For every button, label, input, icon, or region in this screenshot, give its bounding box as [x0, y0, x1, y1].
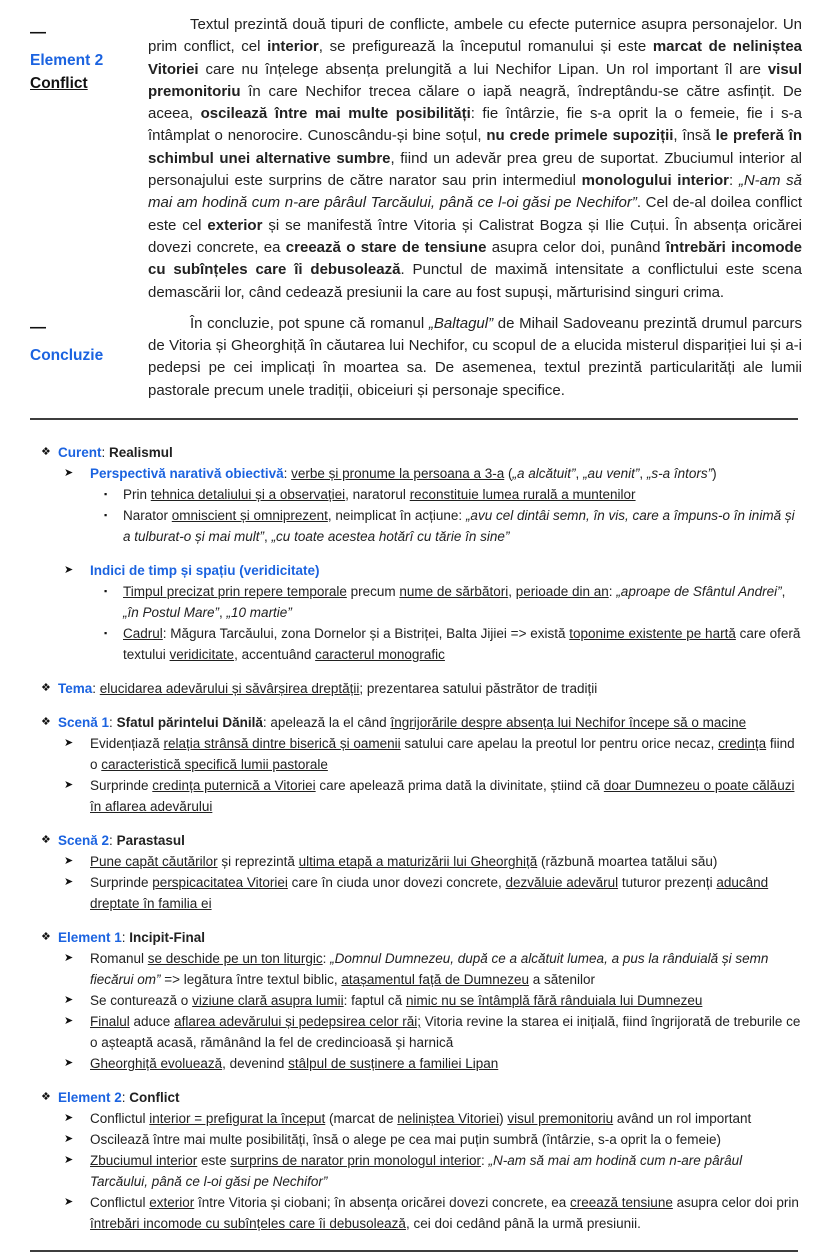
margin-label-element-2: Element 2 [30, 52, 104, 69]
arrow-bullet-icon: ➤ [64, 564, 74, 577]
note-text [90, 560, 802, 581]
text-segment: Pune capăt căutărilor [90, 854, 218, 870]
text-segment: „N-am să mai am hodină cum n-are pârâul Tarcăului, până ce l-oi găsi pe Nechifor” [90, 1153, 743, 1190]
text-segment: , [508, 584, 516, 600]
text-segment: : [101, 445, 110, 461]
text-segment: reconstituie lumea rurală a muntenilor [409, 487, 636, 503]
text-segment: toponime existente pe hartă [569, 626, 736, 642]
diamond-bullet-icon: ❖ [41, 834, 51, 847]
note-text [90, 1053, 802, 1074]
square-bullet-icon: ▪ [104, 586, 108, 597]
note-text [90, 851, 802, 872]
note-item [0, 581, 802, 623]
text-segment: Scenă 2 [58, 833, 110, 849]
note-item [0, 1108, 802, 1129]
arrow-bullet-icon: ➤ [64, 952, 74, 965]
essay-body-column [148, 14, 802, 304]
text-segment: Tema [58, 681, 93, 697]
text-segment: ( [504, 466, 513, 482]
text-segment: „a alcătuit” [512, 466, 576, 482]
text-segment: caracterul monografic [315, 647, 445, 663]
arrow-bullet-icon: ➤ [64, 855, 74, 868]
note-text [58, 442, 802, 463]
text-segment: satului care apelau la preotul lor pentru orice necaz, [400, 736, 719, 752]
arrow-bullet-icon: ➤ [64, 467, 74, 480]
arrow-bullet-icon: ➤ [64, 994, 74, 1007]
margin-dash-icon: — [30, 318, 46, 336]
text-segment: : [480, 1153, 489, 1169]
text-segment: „au venit” [583, 466, 640, 482]
note-text [58, 678, 802, 699]
text-segment: Element 2 [58, 1090, 122, 1106]
note-text [90, 1129, 802, 1150]
note-text [90, 733, 802, 775]
text-segment: caracteristică specifică lumii pastorale [101, 757, 328, 773]
text-segment: „N-am să mai am hodină cum n-are pârâul Tarcăului, până ce l-oi găsi pe Nechifor” [148, 172, 802, 212]
note-item [0, 505, 802, 547]
text-segment: monologului interior [581, 172, 729, 190]
text-segment: care nu înțelege absența prelungită a lui Nechifor Lipan. Un rol important îl are [198, 60, 768, 78]
note-text [90, 1108, 802, 1129]
note-item [0, 1129, 802, 1150]
note-item [0, 678, 802, 699]
text-segment: oscilează între mai multe posibilități [200, 105, 471, 123]
square-bullet-icon: ▪ [104, 510, 108, 521]
arrow-bullet-icon: ➤ [64, 737, 74, 750]
text-segment: , [781, 584, 786, 600]
note-text [90, 1011, 802, 1053]
text-segment: Narator [123, 508, 172, 524]
text-segment: : faptul că [343, 993, 406, 1009]
arrow-bullet-icon: ➤ [64, 1015, 74, 1028]
essay-section-concluzie [0, 313, 828, 402]
text-segment: în care Nechifor trecea călare o iapă neagră, îndreptându-se către asfințit. De aceea, [148, 82, 802, 123]
margin-label-conflict: Conflict [30, 75, 88, 92]
text-segment: , neimplicat în acțiune: [327, 508, 466, 524]
note-item [0, 484, 802, 505]
margin-note-concluzie [30, 313, 148, 402]
text-segment: : fie întârzie, fie s-a oprit la o femeie, fie i s-a întâmplat o nenorocire. Cunoscându-și bine soțul, [148, 105, 802, 145]
diamond-bullet-icon: ❖ [41, 446, 51, 459]
note-item [0, 1087, 802, 1108]
text-segment: „Baltagul” [428, 314, 494, 332]
text-segment: , cei doi cedând până la urmă presiunii. [405, 1216, 641, 1232]
text-segment: care în ciuda unor dovezi concrete, [287, 875, 506, 891]
text-segment: Realismul [109, 445, 173, 461]
text-segment: „cu toate acestea hotărî cu tărie în sine” [271, 529, 510, 545]
text-segment: Surprinde [90, 875, 153, 891]
text-segment: Sfatul părintelui Dănilă [116, 715, 263, 731]
text-segment: verbe și pronume la persoana a 3-a [291, 466, 505, 482]
text-segment: : [109, 715, 117, 731]
arrow-bullet-icon: ➤ [64, 779, 74, 792]
text-segment: credința [718, 736, 767, 752]
note-item [0, 775, 802, 817]
essay-paragraph-concluzie [148, 313, 802, 402]
text-segment: creează o stare de tensiune [285, 238, 487, 256]
text-segment: exterior [207, 216, 263, 234]
text-segment: visul premonitoriu [507, 1111, 614, 1127]
text-segment: stâlpul de susținere a familiei Lipan [288, 1056, 499, 1072]
text-segment: le preferă în schimbul unei alternative sumbre [148, 127, 802, 167]
text-segment: tehnica detaliului și a observației [150, 487, 346, 503]
text-segment: având un rol important [613, 1111, 752, 1127]
text-segment: Scenă 1 [58, 715, 110, 731]
arrow-bullet-icon: ➤ [64, 1154, 74, 1167]
note-text [90, 1150, 802, 1192]
text-segment: Prin [123, 487, 151, 503]
text-segment: Element 1 [58, 930, 122, 946]
note-text [90, 990, 802, 1011]
text-segment: asupra celor doi, punând [486, 238, 666, 256]
text-segment: precum [346, 584, 400, 600]
text-segment: => legătura între textul biblic, [160, 972, 342, 988]
text-segment: : [121, 930, 130, 946]
text-segment: ) [712, 466, 717, 482]
note-text [58, 712, 802, 733]
note-item [0, 712, 802, 733]
note-item [0, 442, 802, 463]
text-segment: , [639, 466, 647, 482]
arrow-bullet-icon: ➤ [64, 1112, 74, 1125]
text-segment: perspicacitatea Vitoriei [152, 875, 288, 891]
text-segment: : [283, 466, 292, 482]
text-segment: surprins de narator prin monologul interior [230, 1153, 481, 1169]
note-text [90, 948, 802, 990]
note-text [90, 463, 802, 484]
note-item [0, 1011, 802, 1053]
note-item [0, 1150, 802, 1192]
text-segment: Incipit-Final [129, 930, 206, 946]
text-segment: Timpul precizat prin repere temporale [123, 584, 347, 600]
text-segment: Romanul [90, 951, 148, 967]
text-segment: aducând dreptate în familia ei [90, 875, 769, 912]
text-segment: întrebări incomode cu subînțeles care îi debusolează [148, 238, 802, 279]
text-segment: între Vitoria și ciobani; în absența oricărei dovezi concrete, ea [194, 1195, 571, 1211]
arrow-bullet-icon: ➤ [64, 1133, 74, 1146]
text-segment: a sătenilor [529, 972, 596, 988]
text-segment: și reprezintă [217, 854, 299, 870]
text-segment: nimic nu se întâmplă fără rânduiala lui Dumnezeu [405, 993, 703, 1009]
text-segment: de Mihail Sadoveanu prezintă drumul parcurs de Vitoria și Gheorghiță în căutarea lui Nechifor, cu scopul de a elucida misterul dispariției lui și a-i pedepsi pe cei implicați în moartea sa. De asemenea, textul prezintă particularități ale lumii pastorale precum unele tradiții, obiceiuri și personaje specifice. [148, 314, 802, 399]
text-segment: : [728, 172, 739, 190]
text-segment: neliniștea Vitoriei [397, 1111, 500, 1127]
note-item [0, 560, 802, 581]
text-segment: marcat de neliniștea Vitoriei [148, 38, 803, 78]
text-segment: : apelează la el când [262, 715, 391, 731]
note-item [0, 463, 802, 484]
note-text [58, 1087, 802, 1108]
note-text [90, 1192, 802, 1234]
text-segment: veridicitate [169, 647, 235, 663]
text-segment: „avu cel dintâi semn, în vis, care a împuns-o în inimă și a tulburat-o și mai mult” [123, 508, 795, 545]
text-segment: asupra celor doi prin [672, 1195, 799, 1211]
text-segment: . Punctul de maximă intensitate a conflictului este scena demascării lor, când cedează presiunii la care au fost supuși, mărturisind singuri crima. [148, 261, 802, 301]
text-segment: care oferă textului [123, 626, 801, 663]
text-segment: creează tensiune [570, 1195, 673, 1211]
note-item [0, 851, 802, 872]
text-segment: Surprinde [90, 778, 153, 794]
text-segment: Conflictul [90, 1111, 150, 1127]
note-item [0, 872, 802, 914]
note-text [58, 830, 802, 851]
note-text [123, 581, 802, 623]
essay-section-element2 [0, 0, 828, 304]
note-item [0, 733, 802, 775]
text-segment: , se prefigurează la începutul romanului și este [318, 38, 653, 56]
text-segment: ultima etapă a maturizării lui Gheorghiță [298, 854, 538, 870]
text-segment: omniscient și omniprezent [171, 508, 328, 524]
essay-body-column [148, 313, 802, 402]
margin-dash-icon: — [30, 24, 46, 41]
text-segment: „10 martie” [226, 605, 292, 621]
note-text [58, 927, 802, 948]
diamond-bullet-icon: ❖ [41, 931, 51, 944]
text-segment: perioade din an [515, 584, 609, 600]
text-segment: elucidarea adevărului și săvârșirea dreptății [99, 681, 360, 697]
text-segment: ; prezentarea satului păstrător de tradiții [359, 681, 598, 697]
text-segment: Vitoria revine la starea ei inițială, fiind îngrijorată de treburile ce o așteaptă acasă, rămânând la fel de credincioasă și harnică [90, 1014, 801, 1051]
text-segment: (marcat de [325, 1111, 398, 1127]
text-segment: : Măgura Tarcăului, zona Dornelor și a Bistriței, Balta Jijiei => există [162, 626, 570, 642]
note-item [0, 990, 802, 1011]
text-segment: Oscilează între mai multe posibilități, însă o alege pe cea mai puțin sumbră (întârzie, s-a oprit la o femeie) [90, 1132, 722, 1148]
note-text [123, 623, 802, 665]
text-segment: , [264, 529, 272, 545]
text-segment: care apelează prima dată la divinitate, știind că [315, 778, 604, 794]
text-segment: , fiind un adevăr prea greu de suportat. Zbuciumul interior al personajului este surprins de către narator sau prin intermediul [148, 149, 802, 190]
note-item [0, 948, 802, 990]
text-segment: Indici de timp și spațiu (veridicitate) [90, 563, 320, 579]
diamond-bullet-icon: ❖ [41, 1091, 51, 1104]
text-segment: exterior [149, 1195, 195, 1211]
text-segment: : [322, 951, 331, 967]
notes-list [0, 442, 828, 1234]
text-segment: : [92, 681, 100, 697]
note-text [123, 484, 802, 505]
text-segment: Gheorghiță evoluează [90, 1056, 223, 1072]
text-segment: Zbuciumul interior [90, 1153, 198, 1169]
diamond-bullet-icon: ❖ [41, 716, 51, 729]
text-segment: atașamentul față de Dumnezeu [341, 972, 530, 988]
note-item [0, 927, 802, 948]
text-segment: : [608, 584, 617, 600]
square-bullet-icon: ▪ [104, 489, 108, 500]
text-segment: interior [267, 38, 319, 56]
text-segment: relația strânsă dintre biserică și oamenii [163, 736, 401, 752]
text-segment: „în Postul Mare” [123, 605, 220, 621]
text-segment: fiind o [90, 736, 795, 773]
text-segment: aflarea adevărului și pedepsirea celor răi; [174, 1014, 421, 1030]
text-segment: ) [499, 1111, 508, 1127]
text-segment: întrebări incomode cu subînțeles care îi debusolează [90, 1216, 406, 1232]
text-segment: , devenind [222, 1056, 289, 1072]
arrow-bullet-icon: ➤ [64, 1057, 74, 1070]
text-segment: nume de sărbători [399, 584, 509, 600]
arrow-bullet-icon: ➤ [64, 876, 74, 889]
text-segment: „s-a întors” [646, 466, 713, 482]
text-segment: doar Dumnezeu o poate călăuzi în aflarea adevărului [90, 778, 795, 815]
text-segment: , accentuând [234, 647, 316, 663]
text-segment: , [575, 466, 584, 482]
text-segment: credința puternică a Vitoriei [152, 778, 316, 794]
text-segment: se deschide pe un ton liturgic [147, 951, 323, 967]
text-segment: aduce [129, 1014, 175, 1030]
note-item [0, 623, 802, 665]
text-segment: Parastasul [116, 833, 185, 849]
arrow-bullet-icon: ➤ [64, 1196, 74, 1209]
text-segment: , [219, 605, 227, 621]
note-item [0, 830, 802, 851]
note-text [90, 872, 802, 914]
text-segment: Conflict [129, 1090, 180, 1106]
section-divider-top [30, 418, 798, 420]
text-segment: „Domnul Dumnezeu, după ce a alcătuit lumea, a pus la rânduială și semn fiecărui om” [90, 951, 769, 988]
text-segment: „aproape de Sfântul Andrei” [616, 584, 782, 600]
text-segment: Evidențiază [90, 736, 164, 752]
text-segment: . Cel de-al doilea conflict este cel [148, 194, 802, 234]
text-segment: și se manifestă între Vitoria și Calistrat Bogza și Ilie Cuțui. În absența oricărei dovezi concrete, ea [148, 216, 802, 256]
square-bullet-icon: ▪ [104, 628, 108, 639]
text-segment: : [121, 1090, 130, 1106]
margin-note-element2 [30, 14, 148, 304]
note-item [0, 1053, 802, 1074]
text-segment: : [109, 833, 117, 849]
text-segment: Textul prezintă două tipuri de conflicte, ambele cu efecte puternice asupra personajelor. Un prim conflict, cel [148, 16, 802, 56]
essay-paragraph-conflict [148, 14, 802, 304]
text-segment: visul premonitoriu [148, 60, 802, 100]
diamond-bullet-icon: ❖ [41, 682, 51, 695]
text-segment: (răzbună moartea tatălui său) [537, 854, 718, 870]
text-segment: este [197, 1153, 231, 1169]
text-segment: Cadrul [123, 626, 163, 642]
margin-label-concluzie: Concluzie [30, 346, 104, 364]
text-segment: În concluzie, pot spune că romanul [190, 314, 429, 332]
text-segment: Finalul [90, 1014, 130, 1030]
text-segment: dezvăluie adevărul [505, 875, 619, 891]
text-segment: Perspectivă narativă obiectivă [90, 466, 284, 482]
text-segment: interior = prefigurat la început [149, 1111, 326, 1127]
text-segment: tuturor prezenți [618, 875, 717, 891]
text-segment: , naratorul [345, 487, 410, 503]
note-text [90, 775, 802, 817]
text-segment: , însă [673, 127, 716, 145]
text-segment: nu crede primele supoziții [486, 127, 674, 145]
text-segment: Curent [58, 445, 102, 461]
text-segment: îngrijorările despre absența lui Nechifor începe să o macine [390, 715, 747, 731]
text-segment: Se conturează o [90, 993, 193, 1009]
text-segment: viziune clară asupra lumii [192, 993, 344, 1009]
note-text [123, 505, 802, 547]
text-segment: Conflictul [90, 1195, 150, 1211]
note-item [0, 1192, 802, 1234]
